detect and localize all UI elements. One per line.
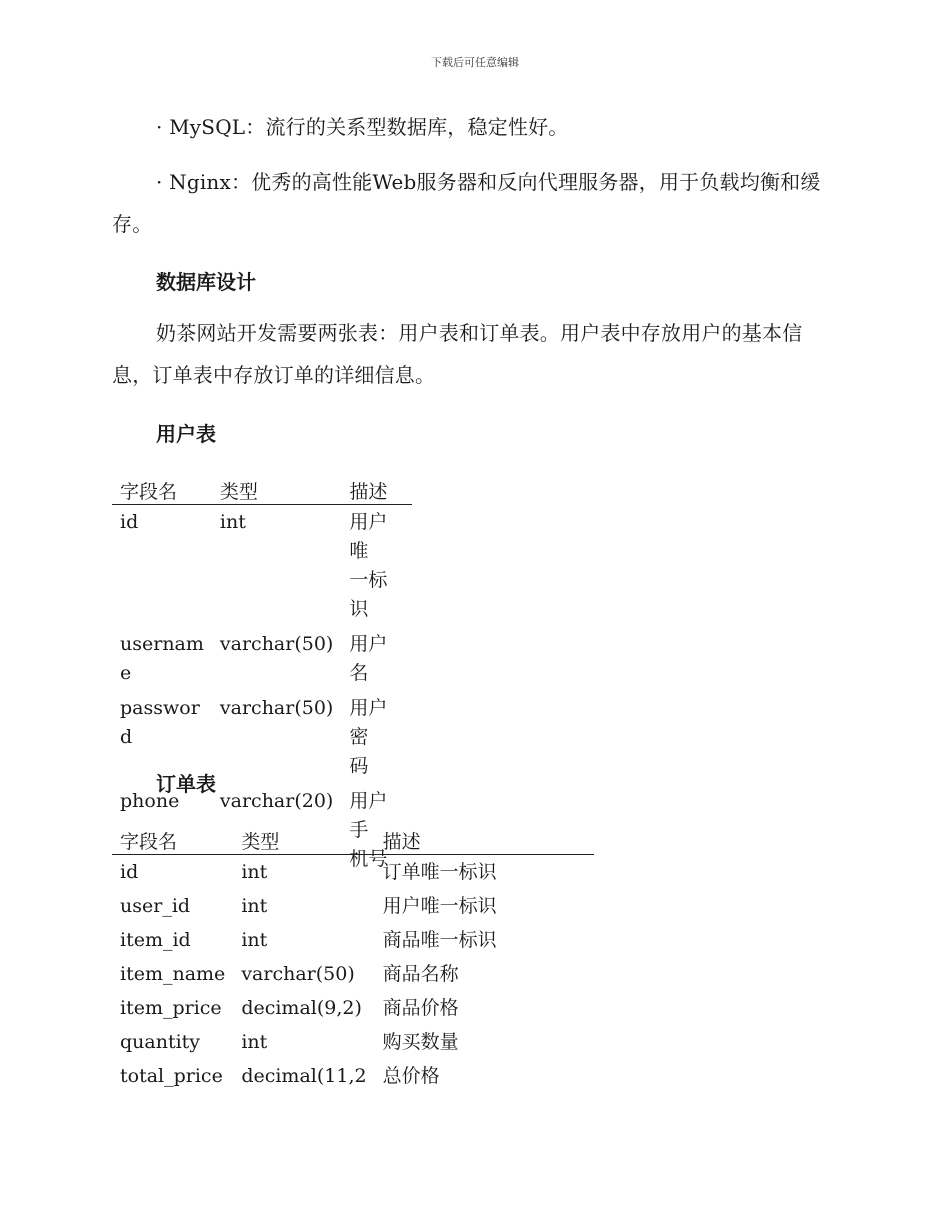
- table-cell: item_price: [120, 997, 222, 1019]
- table-cell: 商品价格: [382, 997, 459, 1019]
- table-cell: int: [219, 511, 246, 533]
- table-row: [112, 855, 594, 890]
- page-header: 下载后可任意编辑: [431, 56, 519, 69]
- table-cell: int: [241, 1031, 268, 1053]
- table-cell: varchar(20): [219, 790, 334, 812]
- column-header: 字段名: [120, 831, 178, 853]
- table-cell: varchar(50): [219, 697, 334, 719]
- table-cell: 订单唯一标识: [382, 861, 497, 883]
- column-header: 描述: [349, 481, 388, 503]
- table-cell: 用户唯 一标识: [349, 511, 388, 620]
- paragraph-nginx: · Nginx：优秀的高性能Web服务器和反向代理服务器，用于负载均衡和缓存。: [112, 170, 821, 236]
- table-cell: int: [241, 895, 268, 917]
- table-row: [112, 957, 594, 991]
- heading-db-design: 数据库设计: [156, 270, 256, 294]
- table-row: [112, 923, 594, 957]
- table-cell: quantity: [120, 1031, 201, 1053]
- column-header: 类型: [241, 831, 280, 853]
- paragraph-intro: 奶茶网站开发需要两张表：用户表和订单表。用户表中存放用户的基本信息，订单表中存放订单的详细信息。: [112, 321, 803, 387]
- table-row: [112, 505, 412, 628]
- column-header: 描述: [382, 831, 421, 853]
- table-cell: user_id: [120, 895, 191, 917]
- table-row: [112, 1025, 594, 1059]
- table-cell: decimal(9,2): [241, 997, 362, 1019]
- table-cell: 商品唯一标识: [382, 929, 497, 951]
- paragraph-mysql: · MySQL：流行的关系型数据库，稳定性好。: [156, 115, 569, 139]
- table-cell: decimal(11,2: [241, 1065, 367, 1087]
- column-header: 类型: [219, 481, 258, 503]
- table-cell: item_name: [120, 963, 226, 985]
- user-table: [112, 472, 412, 877]
- table-cell: varchar(50): [241, 963, 355, 985]
- table-cell: item_id: [120, 929, 191, 951]
- table-row: [112, 627, 412, 691]
- table-cell: 总价格: [382, 1065, 440, 1087]
- table-cell: total_price: [120, 1065, 223, 1087]
- table-cell: passwor d: [120, 697, 200, 748]
- table-cell: usernam e: [120, 633, 204, 684]
- table-cell: varchar(50): [219, 633, 334, 655]
- table-cell: 用户密 码: [349, 697, 388, 777]
- table-cell: int: [241, 861, 268, 883]
- table-cell: 商品名称: [382, 963, 459, 985]
- column-header: 字段名: [120, 481, 178, 503]
- order-table: [112, 822, 594, 1093]
- table-cell: 购买数量: [382, 1031, 459, 1053]
- table-cell: 用户名: [349, 633, 388, 684]
- table-row: [112, 1059, 594, 1093]
- table-cell: id: [120, 861, 139, 883]
- table-header-row: [112, 822, 594, 855]
- table-cell: 用户唯一标识: [382, 895, 497, 917]
- table-cell: 用户手 机号: [349, 790, 388, 870]
- table-cell: id: [120, 511, 139, 533]
- table-row: [112, 991, 594, 1025]
- table-header-row: [112, 472, 412, 505]
- table-row: [112, 889, 594, 923]
- table-cell: phone: [120, 790, 180, 812]
- heading-order-table: 订单表: [156, 772, 216, 796]
- heading-user-table: 用户表: [156, 422, 216, 446]
- table-cell: int: [241, 929, 268, 951]
